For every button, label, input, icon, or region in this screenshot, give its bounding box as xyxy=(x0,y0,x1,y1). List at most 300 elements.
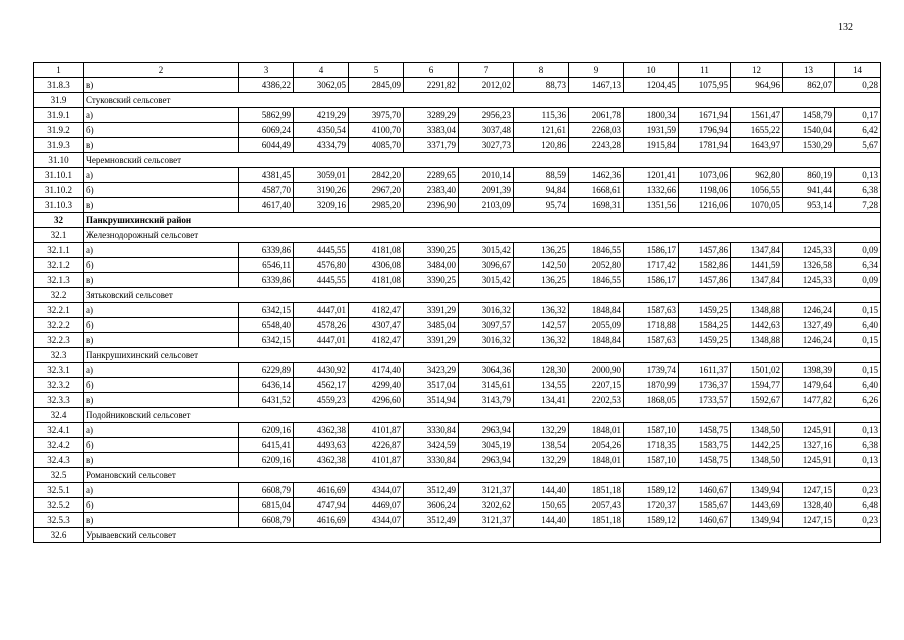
value-cell: 0,09 xyxy=(835,243,881,258)
value-cell: 2291,82 xyxy=(404,78,459,93)
value-cell: 3390,25 xyxy=(404,273,459,288)
value-cell: 0,15 xyxy=(835,333,881,348)
table-header-row xyxy=(34,63,881,78)
row-label-cell: а) xyxy=(84,168,239,183)
value-cell: 128,30 xyxy=(514,363,569,378)
value-cell: 1611,37 xyxy=(679,363,731,378)
value-cell: 1870,99 xyxy=(624,378,679,393)
table-row xyxy=(34,483,881,498)
value-cell: 4181,08 xyxy=(349,243,404,258)
value-cell: 4362,38 xyxy=(294,423,349,438)
value-cell: 1198,06 xyxy=(679,183,731,198)
value-cell: 4386,22 xyxy=(239,78,294,93)
row-label-cell: а) xyxy=(84,483,239,498)
value-cell: 3512,49 xyxy=(404,513,459,528)
value-cell: 3121,37 xyxy=(459,513,514,528)
value-cell: 1348,50 xyxy=(731,453,783,468)
row-label-cell: б) xyxy=(84,318,239,333)
section-name-cell: Панкрушихинский сельсовет xyxy=(84,348,881,363)
value-cell: 3514,94 xyxy=(404,393,459,408)
table-row xyxy=(34,183,881,198)
value-cell: 6209,16 xyxy=(239,423,294,438)
value-cell: 1583,75 xyxy=(679,438,731,453)
column-number-cell: 12 xyxy=(731,63,783,78)
value-cell: 1204,45 xyxy=(624,78,679,93)
row-label-cell: в) xyxy=(84,273,239,288)
value-cell: 941,44 xyxy=(783,183,835,198)
value-cell: 1540,04 xyxy=(783,123,835,138)
table-row xyxy=(34,363,881,378)
value-cell: 1594,77 xyxy=(731,378,783,393)
value-cell: 1587,10 xyxy=(624,453,679,468)
section-name-cell: Зятьковский сельсовет xyxy=(84,288,881,303)
row-id-cell: 31.9.2 xyxy=(34,123,84,138)
value-cell: 2842,20 xyxy=(349,168,404,183)
row-id-cell: 32.5.1 xyxy=(34,483,84,498)
table-row xyxy=(34,513,881,528)
row-label-cell: б) xyxy=(84,258,239,273)
section-row xyxy=(34,228,881,243)
value-cell: 3037,48 xyxy=(459,123,514,138)
row-label-cell: а) xyxy=(84,108,239,123)
value-cell: 4182,47 xyxy=(349,303,404,318)
value-cell: 3097,57 xyxy=(459,318,514,333)
table-row xyxy=(34,258,881,273)
value-cell: 1718,35 xyxy=(624,438,679,453)
row-label-cell: в) xyxy=(84,513,239,528)
value-cell: 1349,94 xyxy=(731,513,783,528)
value-cell: 3062,05 xyxy=(294,78,349,93)
column-number-cell: 7 xyxy=(459,63,514,78)
value-cell: 2052,80 xyxy=(569,258,624,273)
table-row xyxy=(34,78,881,93)
value-cell: 4100,70 xyxy=(349,123,404,138)
row-id-cell: 31.10 xyxy=(34,153,84,168)
row-id-cell: 32 xyxy=(34,213,84,228)
value-cell: 150,65 xyxy=(514,498,569,513)
value-cell: 1327,49 xyxy=(783,318,835,333)
value-cell: 3485,04 xyxy=(404,318,459,333)
row-label-cell: в) xyxy=(84,333,239,348)
value-cell: 4085,70 xyxy=(349,138,404,153)
value-cell: 4219,29 xyxy=(294,108,349,123)
table-row xyxy=(34,303,881,318)
value-cell: 3145,61 xyxy=(459,378,514,393)
row-id-cell: 32.2.1 xyxy=(34,303,84,318)
value-cell: 1717,42 xyxy=(624,258,679,273)
value-cell: 2061,78 xyxy=(569,108,624,123)
value-cell: 6229,89 xyxy=(239,363,294,378)
row-label-cell: в) xyxy=(84,198,239,213)
value-cell: 962,80 xyxy=(731,168,783,183)
table-row xyxy=(34,318,881,333)
value-cell: 6,40 xyxy=(835,378,881,393)
row-id-cell: 32.3 xyxy=(34,348,84,363)
value-cell: 1848,84 xyxy=(569,303,624,318)
value-cell: 1586,17 xyxy=(624,243,679,258)
value-cell: 2202,53 xyxy=(569,393,624,408)
value-cell: 3016,32 xyxy=(459,333,514,348)
value-cell: 1584,25 xyxy=(679,318,731,333)
value-cell: 1247,15 xyxy=(783,513,835,528)
value-cell: 1846,55 xyxy=(569,273,624,288)
value-cell: 1587,10 xyxy=(624,423,679,438)
column-number-cell: 8 xyxy=(514,63,569,78)
value-cell: 6339,86 xyxy=(239,243,294,258)
value-cell: 1467,13 xyxy=(569,78,624,93)
value-cell: 3143,79 xyxy=(459,393,514,408)
value-cell: 0,23 xyxy=(835,513,881,528)
value-cell: 1800,34 xyxy=(624,108,679,123)
row-id-cell: 32.3.3 xyxy=(34,393,84,408)
section-row xyxy=(34,528,881,543)
value-cell: 136,25 xyxy=(514,243,569,258)
value-cell: 4469,07 xyxy=(349,498,404,513)
row-id-cell: 31.8.3 xyxy=(34,78,84,93)
value-cell: 6815,04 xyxy=(239,498,294,513)
value-cell: 6436,14 xyxy=(239,378,294,393)
column-number-cell: 6 xyxy=(404,63,459,78)
table-row xyxy=(34,423,881,438)
row-id-cell: 32.3.2 xyxy=(34,378,84,393)
value-cell: 1643,97 xyxy=(731,138,783,153)
value-cell: 1739,74 xyxy=(624,363,679,378)
value-cell: 4562,17 xyxy=(294,378,349,393)
value-cell: 6608,79 xyxy=(239,483,294,498)
value-cell: 6,38 xyxy=(835,183,881,198)
value-cell: 1848,01 xyxy=(569,453,624,468)
value-cell: 136,25 xyxy=(514,273,569,288)
value-cell: 1457,86 xyxy=(679,243,731,258)
value-cell: 4362,38 xyxy=(294,453,349,468)
row-id-cell: 32.6 xyxy=(34,528,84,543)
value-cell: 2103,09 xyxy=(459,198,514,213)
value-cell: 1848,01 xyxy=(569,423,624,438)
value-cell: 132,29 xyxy=(514,453,569,468)
value-cell: 1443,69 xyxy=(731,498,783,513)
row-label-cell: б) xyxy=(84,183,239,198)
value-cell: 2289,65 xyxy=(404,168,459,183)
table-row xyxy=(34,168,881,183)
value-cell: 1216,06 xyxy=(679,198,731,213)
value-cell: 2985,20 xyxy=(349,198,404,213)
value-cell: 0,13 xyxy=(835,453,881,468)
table-row xyxy=(34,198,881,213)
value-cell: 2396,90 xyxy=(404,198,459,213)
value-cell: 6069,24 xyxy=(239,123,294,138)
section-name-cell: Железнодорожный сельсовет xyxy=(84,228,881,243)
value-cell: 4430,92 xyxy=(294,363,349,378)
value-cell: 1796,94 xyxy=(679,123,731,138)
region-row xyxy=(34,213,881,228)
row-id-cell: 31.10.3 xyxy=(34,198,84,213)
value-cell: 6,34 xyxy=(835,258,881,273)
value-cell: 4101,87 xyxy=(349,423,404,438)
section-name-cell: Подойниковский сельсовет xyxy=(84,408,881,423)
column-number-cell: 13 xyxy=(783,63,835,78)
row-label-cell: б) xyxy=(84,498,239,513)
value-cell: 964,96 xyxy=(731,78,783,93)
value-cell: 7,28 xyxy=(835,198,881,213)
row-label-cell: а) xyxy=(84,363,239,378)
value-cell: 6548,40 xyxy=(239,318,294,333)
value-cell: 3484,00 xyxy=(404,258,459,273)
value-cell: 6546,11 xyxy=(239,258,294,273)
value-cell: 3391,29 xyxy=(404,303,459,318)
value-cell: 1462,36 xyxy=(569,168,624,183)
value-cell: 1351,56 xyxy=(624,198,679,213)
value-cell: 3330,84 xyxy=(404,423,459,438)
value-cell: 2243,28 xyxy=(569,138,624,153)
value-cell: 1915,84 xyxy=(624,138,679,153)
value-cell: 1851,18 xyxy=(569,483,624,498)
value-cell: 6,38 xyxy=(835,438,881,453)
row-label-cell: в) xyxy=(84,138,239,153)
row-id-cell: 31.9.3 xyxy=(34,138,84,153)
section-row xyxy=(34,153,881,168)
value-cell: 1056,55 xyxy=(731,183,783,198)
value-cell: 1458,75 xyxy=(679,423,731,438)
column-number-cell: 1 xyxy=(34,63,84,78)
table-row xyxy=(34,453,881,468)
value-cell: 1589,12 xyxy=(624,483,679,498)
row-id-cell: 32.5.3 xyxy=(34,513,84,528)
value-cell: 0,23 xyxy=(835,483,881,498)
value-cell: 3371,79 xyxy=(404,138,459,153)
row-id-cell: 32.4.1 xyxy=(34,423,84,438)
value-cell: 1245,91 xyxy=(783,423,835,438)
value-cell: 4445,55 xyxy=(294,243,349,258)
row-label-cell: в) xyxy=(84,453,239,468)
section-name-cell: Романовский сельсовет xyxy=(84,468,881,483)
section-row xyxy=(34,288,881,303)
value-cell: 4174,40 xyxy=(349,363,404,378)
value-cell: 2967,20 xyxy=(349,183,404,198)
value-cell: 5862,99 xyxy=(239,108,294,123)
row-id-cell: 32.2.2 xyxy=(34,318,84,333)
value-cell: 6209,16 xyxy=(239,453,294,468)
value-cell: 1075,95 xyxy=(679,78,731,93)
row-label-cell: а) xyxy=(84,423,239,438)
value-cell: 3424,59 xyxy=(404,438,459,453)
value-cell: 1655,22 xyxy=(731,123,783,138)
value-cell: 4296,60 xyxy=(349,393,404,408)
value-cell: 0,15 xyxy=(835,303,881,318)
value-cell: 6,48 xyxy=(835,498,881,513)
table-row xyxy=(34,393,881,408)
section-row xyxy=(34,93,881,108)
value-cell: 2207,15 xyxy=(569,378,624,393)
column-number-cell: 9 xyxy=(569,63,624,78)
value-cell: 1348,50 xyxy=(731,423,783,438)
table-row xyxy=(34,123,881,138)
column-number-cell: 11 xyxy=(679,63,731,78)
value-cell: 1328,40 xyxy=(783,498,835,513)
value-cell: 4344,07 xyxy=(349,513,404,528)
row-id-cell: 32.2.3 xyxy=(34,333,84,348)
value-cell: 1201,41 xyxy=(624,168,679,183)
value-cell: 121,61 xyxy=(514,123,569,138)
value-cell: 1245,33 xyxy=(783,273,835,288)
value-cell: 1459,25 xyxy=(679,333,731,348)
value-cell: 2383,40 xyxy=(404,183,459,198)
value-cell: 1245,91 xyxy=(783,453,835,468)
value-cell: 134,55 xyxy=(514,378,569,393)
row-label-cell: б) xyxy=(84,378,239,393)
row-id-cell: 32.4.2 xyxy=(34,438,84,453)
value-cell: 860,19 xyxy=(783,168,835,183)
value-cell: 1561,47 xyxy=(731,108,783,123)
region-name-cell: Панкрушихинский район xyxy=(84,213,881,228)
value-cell: 3383,04 xyxy=(404,123,459,138)
value-cell: 1458,75 xyxy=(679,453,731,468)
value-cell: 1586,17 xyxy=(624,273,679,288)
value-cell: 3423,29 xyxy=(404,363,459,378)
value-cell: 3330,84 xyxy=(404,453,459,468)
value-cell: 0,28 xyxy=(835,78,881,93)
row-id-cell: 31.9 xyxy=(34,93,84,108)
value-cell: 0,13 xyxy=(835,423,881,438)
value-cell: 1460,67 xyxy=(679,483,731,498)
value-cell: 3390,25 xyxy=(404,243,459,258)
value-cell: 1587,63 xyxy=(624,333,679,348)
row-label-cell: б) xyxy=(84,438,239,453)
value-cell: 1247,15 xyxy=(783,483,835,498)
section-name-cell: Черемновский сельсовет xyxy=(84,153,881,168)
value-cell: 4576,80 xyxy=(294,258,349,273)
value-cell: 3027,73 xyxy=(459,138,514,153)
row-id-cell: 32.1.3 xyxy=(34,273,84,288)
value-cell: 4447,01 xyxy=(294,333,349,348)
value-cell: 1477,82 xyxy=(783,393,835,408)
value-cell: 134,41 xyxy=(514,393,569,408)
value-cell: 4181,08 xyxy=(349,273,404,288)
value-cell: 4617,40 xyxy=(239,198,294,213)
row-id-cell: 31.9.1 xyxy=(34,108,84,123)
row-id-cell: 31.10.2 xyxy=(34,183,84,198)
value-cell: 4101,87 xyxy=(349,453,404,468)
table-body xyxy=(34,63,881,543)
value-cell: 6342,15 xyxy=(239,303,294,318)
value-cell: 4350,54 xyxy=(294,123,349,138)
table-row xyxy=(34,438,881,453)
value-cell: 3606,24 xyxy=(404,498,459,513)
value-cell: 1246,24 xyxy=(783,333,835,348)
value-cell: 136,32 xyxy=(514,333,569,348)
value-cell: 3209,16 xyxy=(294,198,349,213)
value-cell: 2055,09 xyxy=(569,318,624,333)
value-cell: 3016,32 xyxy=(459,303,514,318)
value-cell: 3121,37 xyxy=(459,483,514,498)
value-cell: 2012,02 xyxy=(459,78,514,93)
value-cell: 1459,25 xyxy=(679,303,731,318)
row-label-cell: а) xyxy=(84,303,239,318)
row-id-cell: 32.1.1 xyxy=(34,243,84,258)
section-row xyxy=(34,468,881,483)
value-cell: 138,54 xyxy=(514,438,569,453)
value-cell: 2010,14 xyxy=(459,168,514,183)
column-number-cell: 3 xyxy=(239,63,294,78)
value-cell: 1736,37 xyxy=(679,378,731,393)
value-cell: 2057,43 xyxy=(569,498,624,513)
value-cell: 1441,59 xyxy=(731,258,783,273)
value-cell: 4381,45 xyxy=(239,168,294,183)
row-label-cell: в) xyxy=(84,78,239,93)
value-cell: 1733,57 xyxy=(679,393,731,408)
column-number-cell: 14 xyxy=(835,63,881,78)
row-label-cell: в) xyxy=(84,393,239,408)
value-cell: 115,36 xyxy=(514,108,569,123)
value-cell: 2091,39 xyxy=(459,183,514,198)
value-cell: 1332,66 xyxy=(624,183,679,198)
value-cell: 1327,16 xyxy=(783,438,835,453)
value-cell: 4299,40 xyxy=(349,378,404,393)
value-cell: 1585,67 xyxy=(679,498,731,513)
value-cell: 1349,94 xyxy=(731,483,783,498)
value-cell: 1530,29 xyxy=(783,138,835,153)
value-cell: 1671,94 xyxy=(679,108,731,123)
tariff-table xyxy=(33,62,881,543)
section-row xyxy=(34,408,881,423)
value-cell: 0,15 xyxy=(835,363,881,378)
row-label-cell: а) xyxy=(84,243,239,258)
value-cell: 1245,33 xyxy=(783,243,835,258)
value-cell: 3289,29 xyxy=(404,108,459,123)
value-cell: 3096,67 xyxy=(459,258,514,273)
value-cell: 136,32 xyxy=(514,303,569,318)
value-cell: 1479,64 xyxy=(783,378,835,393)
value-cell: 4226,87 xyxy=(349,438,404,453)
value-cell: 1348,88 xyxy=(731,333,783,348)
value-cell: 1698,31 xyxy=(569,198,624,213)
row-id-cell: 32.1 xyxy=(34,228,84,243)
value-cell: 1668,61 xyxy=(569,183,624,198)
value-cell: 142,50 xyxy=(514,258,569,273)
value-cell: 6,26 xyxy=(835,393,881,408)
value-cell: 1720,37 xyxy=(624,498,679,513)
row-id-cell: 32.1.2 xyxy=(34,258,84,273)
value-cell: 1587,63 xyxy=(624,303,679,318)
value-cell: 88,73 xyxy=(514,78,569,93)
value-cell: 6339,86 xyxy=(239,273,294,288)
row-id-cell: 32.2 xyxy=(34,288,84,303)
value-cell: 94,84 xyxy=(514,183,569,198)
value-cell: 4616,69 xyxy=(294,513,349,528)
table-row xyxy=(34,273,881,288)
column-number-cell: 4 xyxy=(294,63,349,78)
value-cell: 120,86 xyxy=(514,138,569,153)
value-cell: 2963,94 xyxy=(459,423,514,438)
value-cell: 6342,15 xyxy=(239,333,294,348)
value-cell: 1073,06 xyxy=(679,168,731,183)
value-cell: 1582,86 xyxy=(679,258,731,273)
value-cell: 144,40 xyxy=(514,513,569,528)
value-cell: 4578,26 xyxy=(294,318,349,333)
value-cell: 4616,69 xyxy=(294,483,349,498)
value-cell: 1501,02 xyxy=(731,363,783,378)
value-cell: 1442,25 xyxy=(731,438,783,453)
value-cell: 4493,63 xyxy=(294,438,349,453)
table-row xyxy=(34,108,881,123)
value-cell: 6,42 xyxy=(835,123,881,138)
value-cell: 1868,05 xyxy=(624,393,679,408)
value-cell: 1851,18 xyxy=(569,513,624,528)
section-name-cell: Стуковский сельсовет xyxy=(84,93,881,108)
value-cell: 142,57 xyxy=(514,318,569,333)
value-cell: 1347,84 xyxy=(731,243,783,258)
value-cell: 6,40 xyxy=(835,318,881,333)
value-cell: 4587,70 xyxy=(239,183,294,198)
